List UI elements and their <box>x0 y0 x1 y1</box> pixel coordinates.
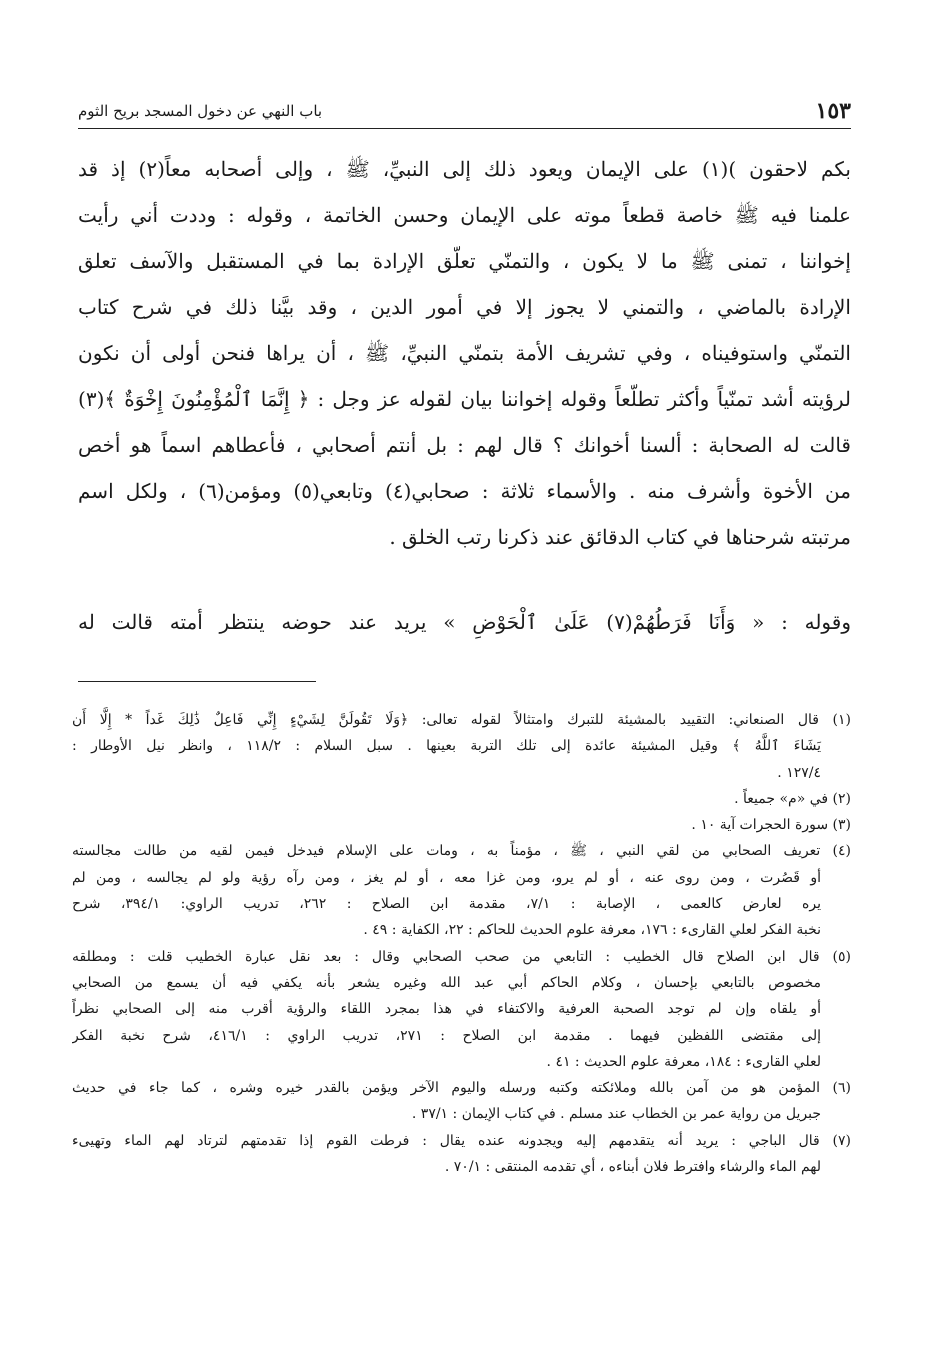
text-line: قالت له الصحابة : ألسنا أخوانك ؟ قال لهم : بل أنتم أصحابي ، فأعطاهم اسماً هو أخص <box>78 433 851 457</box>
running-title: باب النهي عن دخول المسجد بريح الثوم <box>78 102 323 120</box>
footnote-line: إلى مقتضى اللفظين فيهما . مقدمة ابن الصلاح : ٢٧١، تدريب الراوي : ٤١٦/١، شرح نخبة الفكر <box>72 1027 821 1044</box>
paragraph-2: وقوله : « وَأَنَا فَرَطُهُمْ(٧) عَلَىٰ ٱلْحَوْضِ » يريد عند حوضه ينتظر أمته قالت له <box>78 610 851 634</box>
text-line: بكم لاحقون )(١) على الإيمان ويعود ذلك إلى النبيِّ، ﷺ ، وإلى أصحابه معاً(٢) إذ قد <box>78 157 851 181</box>
footnote-line: (٧) قال الباجي : يريد أنه يتقدمهم إليه ويجدونه عنده يقال : فرطت القوم إذا تقدمتهم لترتاد لهم الماء وتهيىء <box>72 1132 851 1149</box>
text-line: مرتبته شرحناها في كتاب الدقائق عند ذكرنا رتب الخلق . <box>389 525 851 549</box>
text-line: لرؤيته أشد تمنّياً وأكثر تطلّعاً وقوله إخواننا بيان لقوله عز وجل : ﴿ إِنَّمَا ٱلْمُؤْمِنُونَ إِخْوَةٌ ﴾(٣) <box>78 387 851 411</box>
footnote-line: يَشَاءَ ٱللَّهُ ﴾ وقيل المشيئة عائدة إلى تلك التربة بعينها . سبل السلام : ١١٨/٢ ، وانظر نيل الأوطار : <box>72 738 821 755</box>
footnote-line: لعلي القارىء : ١٨٤، معرفة علوم الحديث : ٤١ . <box>546 1053 821 1070</box>
text-line: الإرادة بالماضي ، والتمني لا يجوز إلا في أمور الدين ، وقد بيَّنا ذلك في شرح كتاب <box>78 295 851 319</box>
footnote-line: أو قَصُرت ، ومن روى عنه ، أو لم يرو، ومن غزا معه ، أو لم يغز ، ومن رآه رؤية ولو لم يجالسه ، ومن لم <box>72 869 821 886</box>
footnote-line: جبريل من رواية عمر بن الخطاب عند مسلم . في كتاب الإيمان : ٣٧/١ . <box>411 1106 821 1123</box>
footnote-line: (٣) سورة الحجرات آية ١٠ . <box>691 817 851 834</box>
text-line: علمنا فيه ﷺ خاصة قطعاً موته على الإيمان وحسن الخاتمة ، وقوله : وددت أني رأيت <box>78 203 851 227</box>
footnote-line: (١) قال الصنعاني: التقييد بالمشيئة للتبرك وامتثالاً لقوله تعالى: ﴿وَلَا تَقُولَنَّ لِشَيْءٍ إِنِّي فَاعِلٌ ذَٰلِكَ غَداً * إِلَّا أَن <box>72 712 851 728</box>
footnote-line: مخصوص بالتابعي بإحسان ، وكلام الحاكم أبي عبد الله وغيره يشعر بأنه يكفي فيه أن يسمع من الصحابي <box>72 974 821 991</box>
text-line: إخواننا ، تمنى ﷺ ما لا يكون ، والتمنّي تعلّق الإرادة بما في المستقبل والآسف تعلق <box>78 249 851 273</box>
footnote-line: (٢) في «م» جميعاً . <box>734 790 851 807</box>
page-number: ١٥٣ <box>815 98 851 124</box>
footnote-line: يره لعارض كالعمى ، الإصابة : ٧/١، مقدمة ابن الصلاح : ٢٦٢، تدريب الراوي: ٣٩٤/١، شرح <box>72 896 821 913</box>
footnote-line: أو يلقاه وإن لم توجد الصحبة العرفية والاكتفاء في هذا بمجرد اللقاء والرؤية أقرب منه إلى الصحابي نظراً <box>72 1001 821 1018</box>
footnote-line: (٥) قال ابن الصلاح قال الخطيب : التابعي من صحب الصحابي وقال : بعد نقل عبارة الخطيب قلت : ومطلقه <box>72 948 851 965</box>
footnote-separator <box>78 681 316 682</box>
text-line: التمنّي واستوفيناه ، وفي تشريف الأمة بتمنّي النبيِّ، ﷺ ، أن يراها فنحن أولى أن نكون <box>78 341 851 365</box>
text-line: من الأخوة وأشرف منه . والأسماء ثلاثة : صحابي(٤) وتابعي(٥) ومؤمن(٦) ، ولكل اسم <box>78 479 851 503</box>
footnotes <box>72 707 851 1180</box>
footnote-line: نخبة الفكر لعلي القارىء : ١٧٦، معرفة علوم الحديث للحاكم : ٢٢، الكفاية : ٤٩ . <box>363 922 821 939</box>
footnote-line: لهم الماء والرشاء وافترط فلان أبناءه ، أي تقدمه المنتقى : ٧٠/١ . <box>444 1159 821 1176</box>
footnote-line: (٤) تعريف الصحابي من لقي النبي ، ﷺ ، مؤمناً به ، ومات على الإسلام فيدخل فيمن لقيه من طالت مجالسته <box>72 843 851 860</box>
footnote-line: (٦) المؤمن هو من آمن بالله وملائكته وكتبه ورسله واليوم الآخر ويؤمن بالقدر خيره وشره ، كما جاء في حديث <box>72 1080 851 1097</box>
footnote-line: ١٢٧/٤ . <box>777 764 821 781</box>
page-header <box>78 98 851 129</box>
main-text <box>78 146 851 560</box>
